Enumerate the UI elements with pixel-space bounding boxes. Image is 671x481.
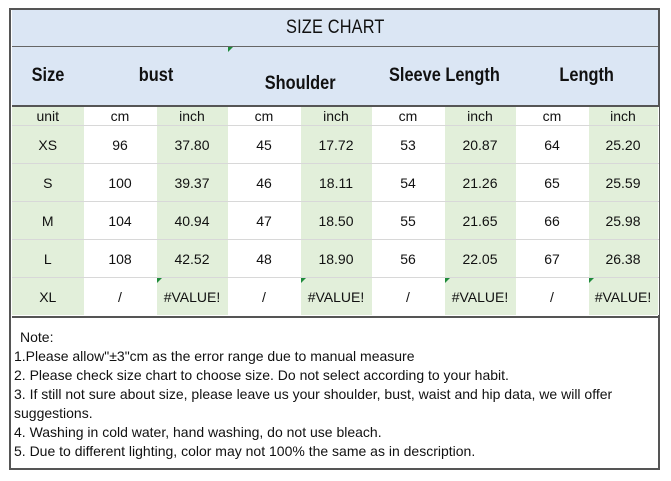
table-cell: 18.50 bbox=[300, 202, 372, 240]
note-item: 1.Please allow"±3"cm as the error range due to manual measure bbox=[14, 348, 415, 364]
table-cell: 42.52 bbox=[156, 240, 228, 278]
table-cell: #VALUE! bbox=[444, 278, 516, 316]
table-cell: 39.37 bbox=[156, 164, 228, 202]
unit-row bbox=[12, 107, 658, 126]
unit-cell: inch bbox=[588, 107, 658, 126]
unit-cell: cm bbox=[516, 107, 588, 126]
header-shoulder: Shoulder bbox=[264, 73, 336, 94]
cell-marker-icon bbox=[589, 278, 594, 283]
notes-section bbox=[12, 320, 658, 468]
table-cell: 56 bbox=[372, 240, 444, 278]
table-cell: 21.26 bbox=[444, 164, 516, 202]
unit-cell: unit bbox=[12, 107, 84, 126]
header-sleeve-length: Sleeve Length bbox=[388, 65, 500, 86]
table-cell: #VALUE! bbox=[156, 278, 228, 316]
table-cell: / bbox=[84, 278, 156, 316]
table-cell: 54 bbox=[372, 164, 444, 202]
table-row bbox=[12, 126, 658, 164]
table-cell: 53 bbox=[372, 126, 444, 164]
table-row bbox=[12, 202, 658, 240]
table-cell: 47 bbox=[228, 202, 300, 240]
table-notes-divider bbox=[12, 316, 658, 318]
table-cell: 64 bbox=[516, 126, 588, 164]
table-cell: 48 bbox=[228, 240, 300, 278]
size-label: XS bbox=[12, 126, 84, 164]
table-cell: 46 bbox=[228, 164, 300, 202]
table-cell: 55 bbox=[372, 202, 444, 240]
table-row bbox=[12, 278, 658, 316]
unit-cell: cm bbox=[84, 107, 156, 126]
table-row bbox=[12, 164, 658, 202]
header-row bbox=[12, 47, 658, 107]
table-cell: 66 bbox=[516, 202, 588, 240]
table-cell: 45 bbox=[228, 126, 300, 164]
header-length: Length bbox=[559, 65, 615, 86]
table-cell: / bbox=[516, 278, 588, 316]
header-bust: bust bbox=[138, 65, 174, 86]
table-cell: / bbox=[228, 278, 300, 316]
size-label: XL bbox=[12, 278, 84, 316]
table-cell: 25.98 bbox=[588, 202, 658, 240]
note-item: 2. Please check size chart to choose size. Do not select according to your habit. bbox=[14, 367, 509, 383]
table-cell: #VALUE! bbox=[300, 278, 372, 316]
table-cell: 22.05 bbox=[444, 240, 516, 278]
unit-cell: inch bbox=[300, 107, 372, 126]
header-size: Size bbox=[31, 65, 65, 86]
table-cell: / bbox=[372, 278, 444, 316]
table-cell: 18.90 bbox=[300, 240, 372, 278]
table-cell: 104 bbox=[84, 202, 156, 240]
table-cell: 20.87 bbox=[444, 126, 516, 164]
table-cell: 67 bbox=[516, 240, 588, 278]
table-cell: 26.38 bbox=[588, 240, 658, 278]
table-cell: #VALUE! bbox=[588, 278, 658, 316]
table-cell: 25.59 bbox=[588, 164, 658, 202]
table-cell: 96 bbox=[84, 126, 156, 164]
chart-title-bar bbox=[12, 10, 658, 47]
table-cell: 108 bbox=[84, 240, 156, 278]
table-cell: 18.11 bbox=[300, 164, 372, 202]
note-item: 4. Washing in cold water, hand washing, do not use bleach. bbox=[14, 424, 382, 440]
unit-cell: inch bbox=[444, 107, 516, 126]
table-cell: 100 bbox=[84, 164, 156, 202]
unit-cell: inch bbox=[156, 107, 228, 126]
cell-marker-icon bbox=[228, 47, 233, 52]
table-cell: 37.80 bbox=[156, 126, 228, 164]
cell-marker-icon bbox=[157, 278, 162, 283]
table-row bbox=[12, 240, 658, 278]
unit-cell: cm bbox=[228, 107, 300, 126]
size-table bbox=[12, 107, 659, 315]
table-cell: 65 bbox=[516, 164, 588, 202]
table-cell: 40.94 bbox=[156, 202, 228, 240]
note-item: 5. Due to different lighting, color may not 100% the same as in description. bbox=[14, 443, 476, 459]
table-cell: 25.20 bbox=[588, 126, 658, 164]
chart-title: SIZE CHART bbox=[285, 17, 385, 38]
size-label: M bbox=[12, 202, 84, 240]
size-label: S bbox=[12, 164, 84, 202]
table-cell: 21.65 bbox=[444, 202, 516, 240]
note-item: 3. If still not sure about size, please leave us your shoulder, bust, waist and hip data, we will offer suggestions. bbox=[14, 386, 613, 421]
notes-title: Note: bbox=[20, 329, 54, 345]
cell-marker-icon bbox=[445, 278, 450, 283]
unit-cell: cm bbox=[372, 107, 444, 126]
table-cell: 17.72 bbox=[300, 126, 372, 164]
cell-marker-icon bbox=[301, 278, 306, 283]
size-label: L bbox=[12, 240, 84, 278]
